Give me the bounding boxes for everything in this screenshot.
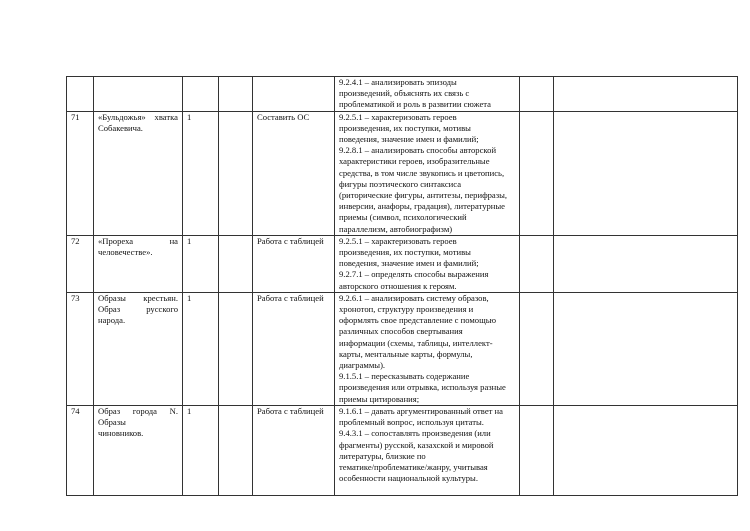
goal-line: тематике/проблематике/жанру, учитывая — [339, 461, 488, 472]
activity-cell: Работа с таблицей — [253, 292, 335, 405]
hours-cell — [183, 77, 219, 112]
goal-line: 9.2.7.1 – определять способы выражения — [339, 269, 489, 280]
lesson-plan-table — [66, 76, 738, 496]
goal-line: особенности национальной культуры. — [339, 473, 478, 484]
goal-line: 9.2.4.1 – анализировать эпизоды — [339, 77, 457, 87]
goal-line: поведения, значение имен и фамилий; — [339, 134, 479, 145]
activity-cell: Работа с таблицей — [253, 235, 335, 292]
learning-goals-cell — [335, 235, 520, 292]
hours-cell: 1 — [183, 405, 219, 495]
topic-line: Образ русского — [98, 304, 178, 315]
topic-line: «Прореха на — [98, 235, 178, 246]
activity-cell: Составить ОС — [253, 111, 335, 235]
goal-line: проблемный вопрос, используя цитаты. — [339, 417, 484, 428]
date-cell — [219, 77, 253, 112]
extra-cell — [520, 235, 554, 292]
lesson-number-cell: 74 — [67, 405, 94, 495]
learning-goals-cell — [335, 292, 520, 405]
extra-cell — [520, 77, 554, 112]
topic-line: человечестве». — [98, 247, 153, 258]
goal-line: оформлять свое представление с помощью — [339, 315, 497, 326]
topic-line: чиновников. — [98, 428, 144, 439]
note-cell — [554, 405, 738, 495]
goal-line: 9.2.6.1 – анализировать систему образов, — [339, 292, 489, 303]
note-cell — [554, 292, 738, 405]
goal-line: произведения, их поступки, мотивы — [339, 247, 471, 258]
goal-line: фигуры поэтического синтаксиса — [339, 178, 462, 189]
date-cell — [219, 405, 253, 495]
goal-line: 9.2.8.1 – анализировать способы авторской — [339, 145, 497, 156]
extra-cell — [520, 292, 554, 405]
lesson-topic-cell — [94, 77, 183, 112]
extra-cell — [520, 405, 554, 495]
date-cell — [219, 235, 253, 292]
goal-line: приемы (символ, психологический — [339, 212, 467, 223]
goal-line: приемы цитирования; — [339, 393, 420, 404]
goal-line: инверсии, анафоры, градация), литературные — [339, 201, 505, 212]
date-cell — [219, 292, 253, 405]
goal-line: диаграммы). — [339, 360, 386, 371]
goal-line: произведения, их поступки, мотивы — [339, 122, 471, 133]
goal-line: проблематикой и роль в развитии сюжета — [339, 99, 491, 110]
note-cell — [554, 77, 738, 112]
goal-line: различных способов свертывания — [339, 326, 463, 337]
topic-line: Образы крестьян. — [98, 292, 178, 303]
goal-line: карты, ментальные карты, формулы, — [339, 348, 473, 359]
topic-line: Собакевича. — [98, 122, 143, 133]
lesson-number-cell: 73 — [67, 292, 94, 405]
table-row — [67, 77, 738, 112]
goal-line: параллелизм, автобиографизм) — [339, 223, 453, 234]
goal-line: характеристики героев, изобразительные — [339, 156, 490, 167]
topic-line: народа. — [98, 315, 126, 326]
table-row — [67, 235, 738, 292]
hours-cell: 1 — [183, 292, 219, 405]
hours-cell: 1 — [183, 235, 219, 292]
goal-line: произведений, объяснять их связь с — [339, 88, 470, 99]
topic-line: «Бульдожья» хватка — [98, 111, 178, 122]
goal-line: информации (схемы, таблицы, интеллект- — [339, 337, 493, 348]
goal-line: 9.2.5.1 – характеризовать героев — [339, 235, 457, 246]
learning-goals-cell — [335, 111, 520, 235]
goal-line: 9.1.5.1 – пересказывать содержание — [339, 371, 470, 382]
lesson-number-cell: 71 — [67, 111, 94, 235]
table-row — [67, 405, 738, 495]
lesson-topic-cell — [94, 235, 183, 292]
activity-cell — [253, 77, 335, 112]
topic-line: Образ города N. — [98, 405, 178, 416]
goal-line: хронотоп, структуру произведения и — [339, 304, 474, 315]
goal-line: (риторические фигуры, антитезы, перифразы, — [339, 190, 508, 201]
hours-cell: 1 — [183, 111, 219, 235]
goal-line: фрагменты) русской, казахской и мировой — [339, 439, 494, 450]
goal-line: поведения, значение имен и фамилий; — [339, 258, 479, 269]
topic-line: Образы — [98, 417, 126, 428]
lesson-topic-cell — [94, 405, 183, 495]
lesson-topic-cell — [94, 111, 183, 235]
lesson-topic-cell — [94, 292, 183, 405]
goal-line: произведения или отрывка, используя разные — [339, 382, 506, 393]
goal-line: 9.4.3.1 – сопоставлять произведения (или — [339, 428, 491, 439]
table-row — [67, 292, 738, 405]
table-row — [67, 111, 738, 235]
goal-line: авторского отношения к героям. — [339, 280, 457, 291]
lesson-number-cell — [67, 77, 94, 112]
goal-line: литературы, близкие по — [339, 450, 426, 461]
activity-cell: Работа с таблицей — [253, 405, 335, 495]
extra-cell — [520, 111, 554, 235]
learning-goals-cell — [335, 405, 520, 495]
goal-line: средства, в том числе звукопись и цветопись, — [339, 167, 505, 178]
goal-line: 9.1.6.1 – давать аргументированный ответ на — [339, 405, 503, 416]
goal-line: 9.2.5.1 – характеризовать героев — [339, 111, 457, 122]
note-cell — [554, 111, 738, 235]
date-cell — [219, 111, 253, 235]
learning-goals-cell — [335, 77, 520, 112]
lesson-number-cell: 72 — [67, 235, 94, 292]
lesson-plan-body — [67, 77, 738, 496]
note-cell — [554, 235, 738, 292]
